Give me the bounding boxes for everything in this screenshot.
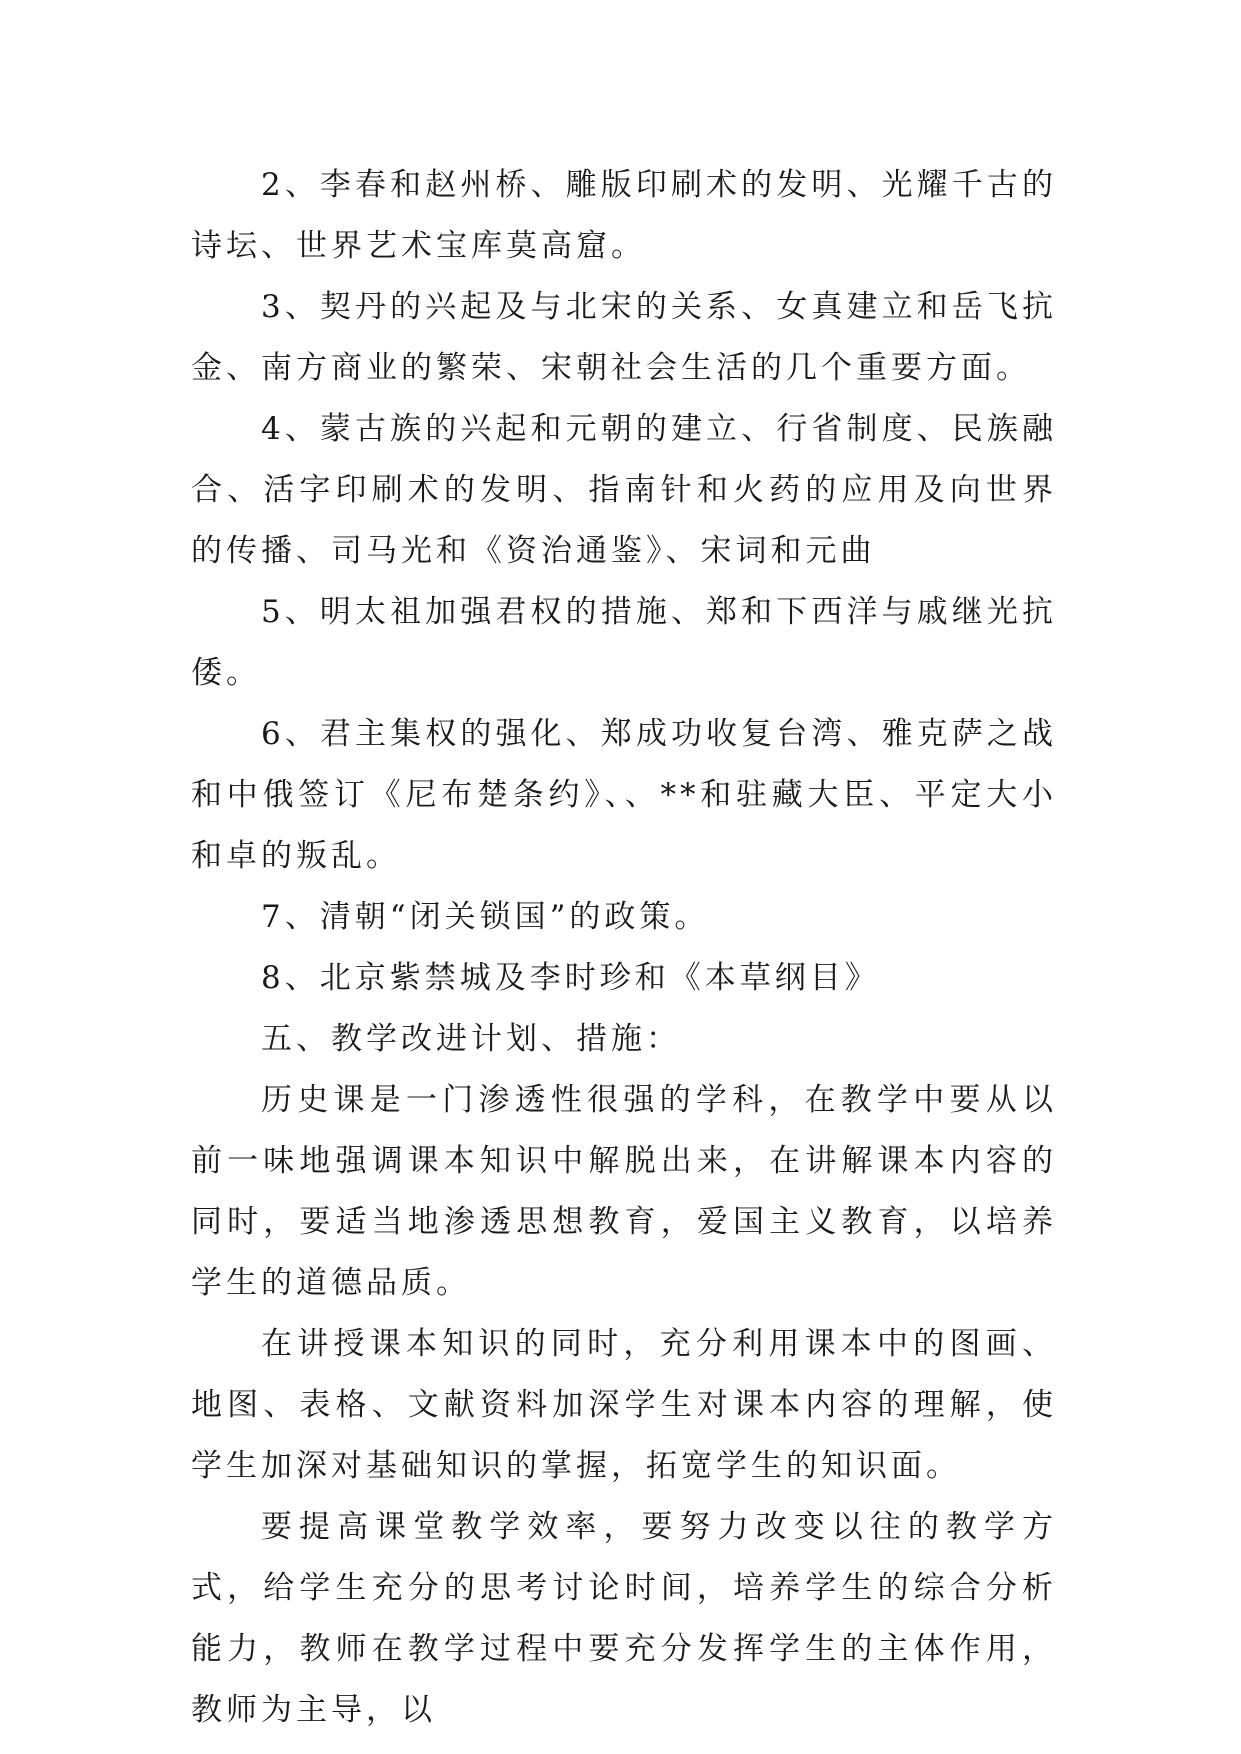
- paragraph-item-3: 3、契丹的兴起及与北宋的关系、女真建立和岳飞抗金、南方商业的繁荣、宋朝社会生活的几个重要方面。: [191, 289, 1057, 386]
- section-heading: 五、教学改进计划、措施：: [261, 1021, 681, 1057]
- paragraph-item-2: 2、李春和赵州桥、雕版印刷术的发明、光耀千古的诗坛、世界艺术宝库莫高窟。: [191, 167, 1057, 264]
- body-text: [191, 155, 1057, 1741]
- paragraph-classroom-efficiency: 要提高课堂教学效率，要努力改变以往的教学方式，给学生充分的思考讨论时间，培养学生的综合分析能力，教师在教学过程中要充分发挥学生的主体作用，教师为主导，以: [191, 1509, 1057, 1728]
- paragraph-item-6: 6、君主集权的强化、郑成功收复台湾、雅克萨之战和中俄签订《尼布楚条约》、、**和驻藏大臣、平定大小和卓的叛乱。: [191, 716, 1057, 874]
- paragraph-history-subject: 历史课是一门渗透性很强的学科，在教学中要从以前一味地强调课本知识中解脱出来，在讲解课本内容的同时，要适当地渗透思想教育，爱国主义教育，以培养学生的道德品质。: [191, 1082, 1057, 1301]
- paragraph-textbook-use: 在讲授课本知识的同时，充分利用课本中的图画、地图、表格、文献资料加深学生对课本内容的理解，使学生加深对基础知识的掌握，拓宽学生的知识面。: [191, 1326, 1057, 1484]
- paragraph-item-5: 5、明太祖加强君权的措施、郑和下西洋与戚继光抗倭。: [191, 594, 1057, 691]
- paragraph-item-8: 8、北京紫禁城及李时珍和《本草纲目》: [261, 960, 880, 996]
- paragraph-item-7: 7、清朝“闭关锁国”的政策。: [261, 899, 710, 935]
- paragraph-item-4: 4、蒙古族的兴起和元朝的建立、行省制度、民族融合、活字印刷术的发明、指南针和火药的应用及向世界的传播、司马光和《资治通鉴》、宋词和元曲: [191, 411, 1057, 569]
